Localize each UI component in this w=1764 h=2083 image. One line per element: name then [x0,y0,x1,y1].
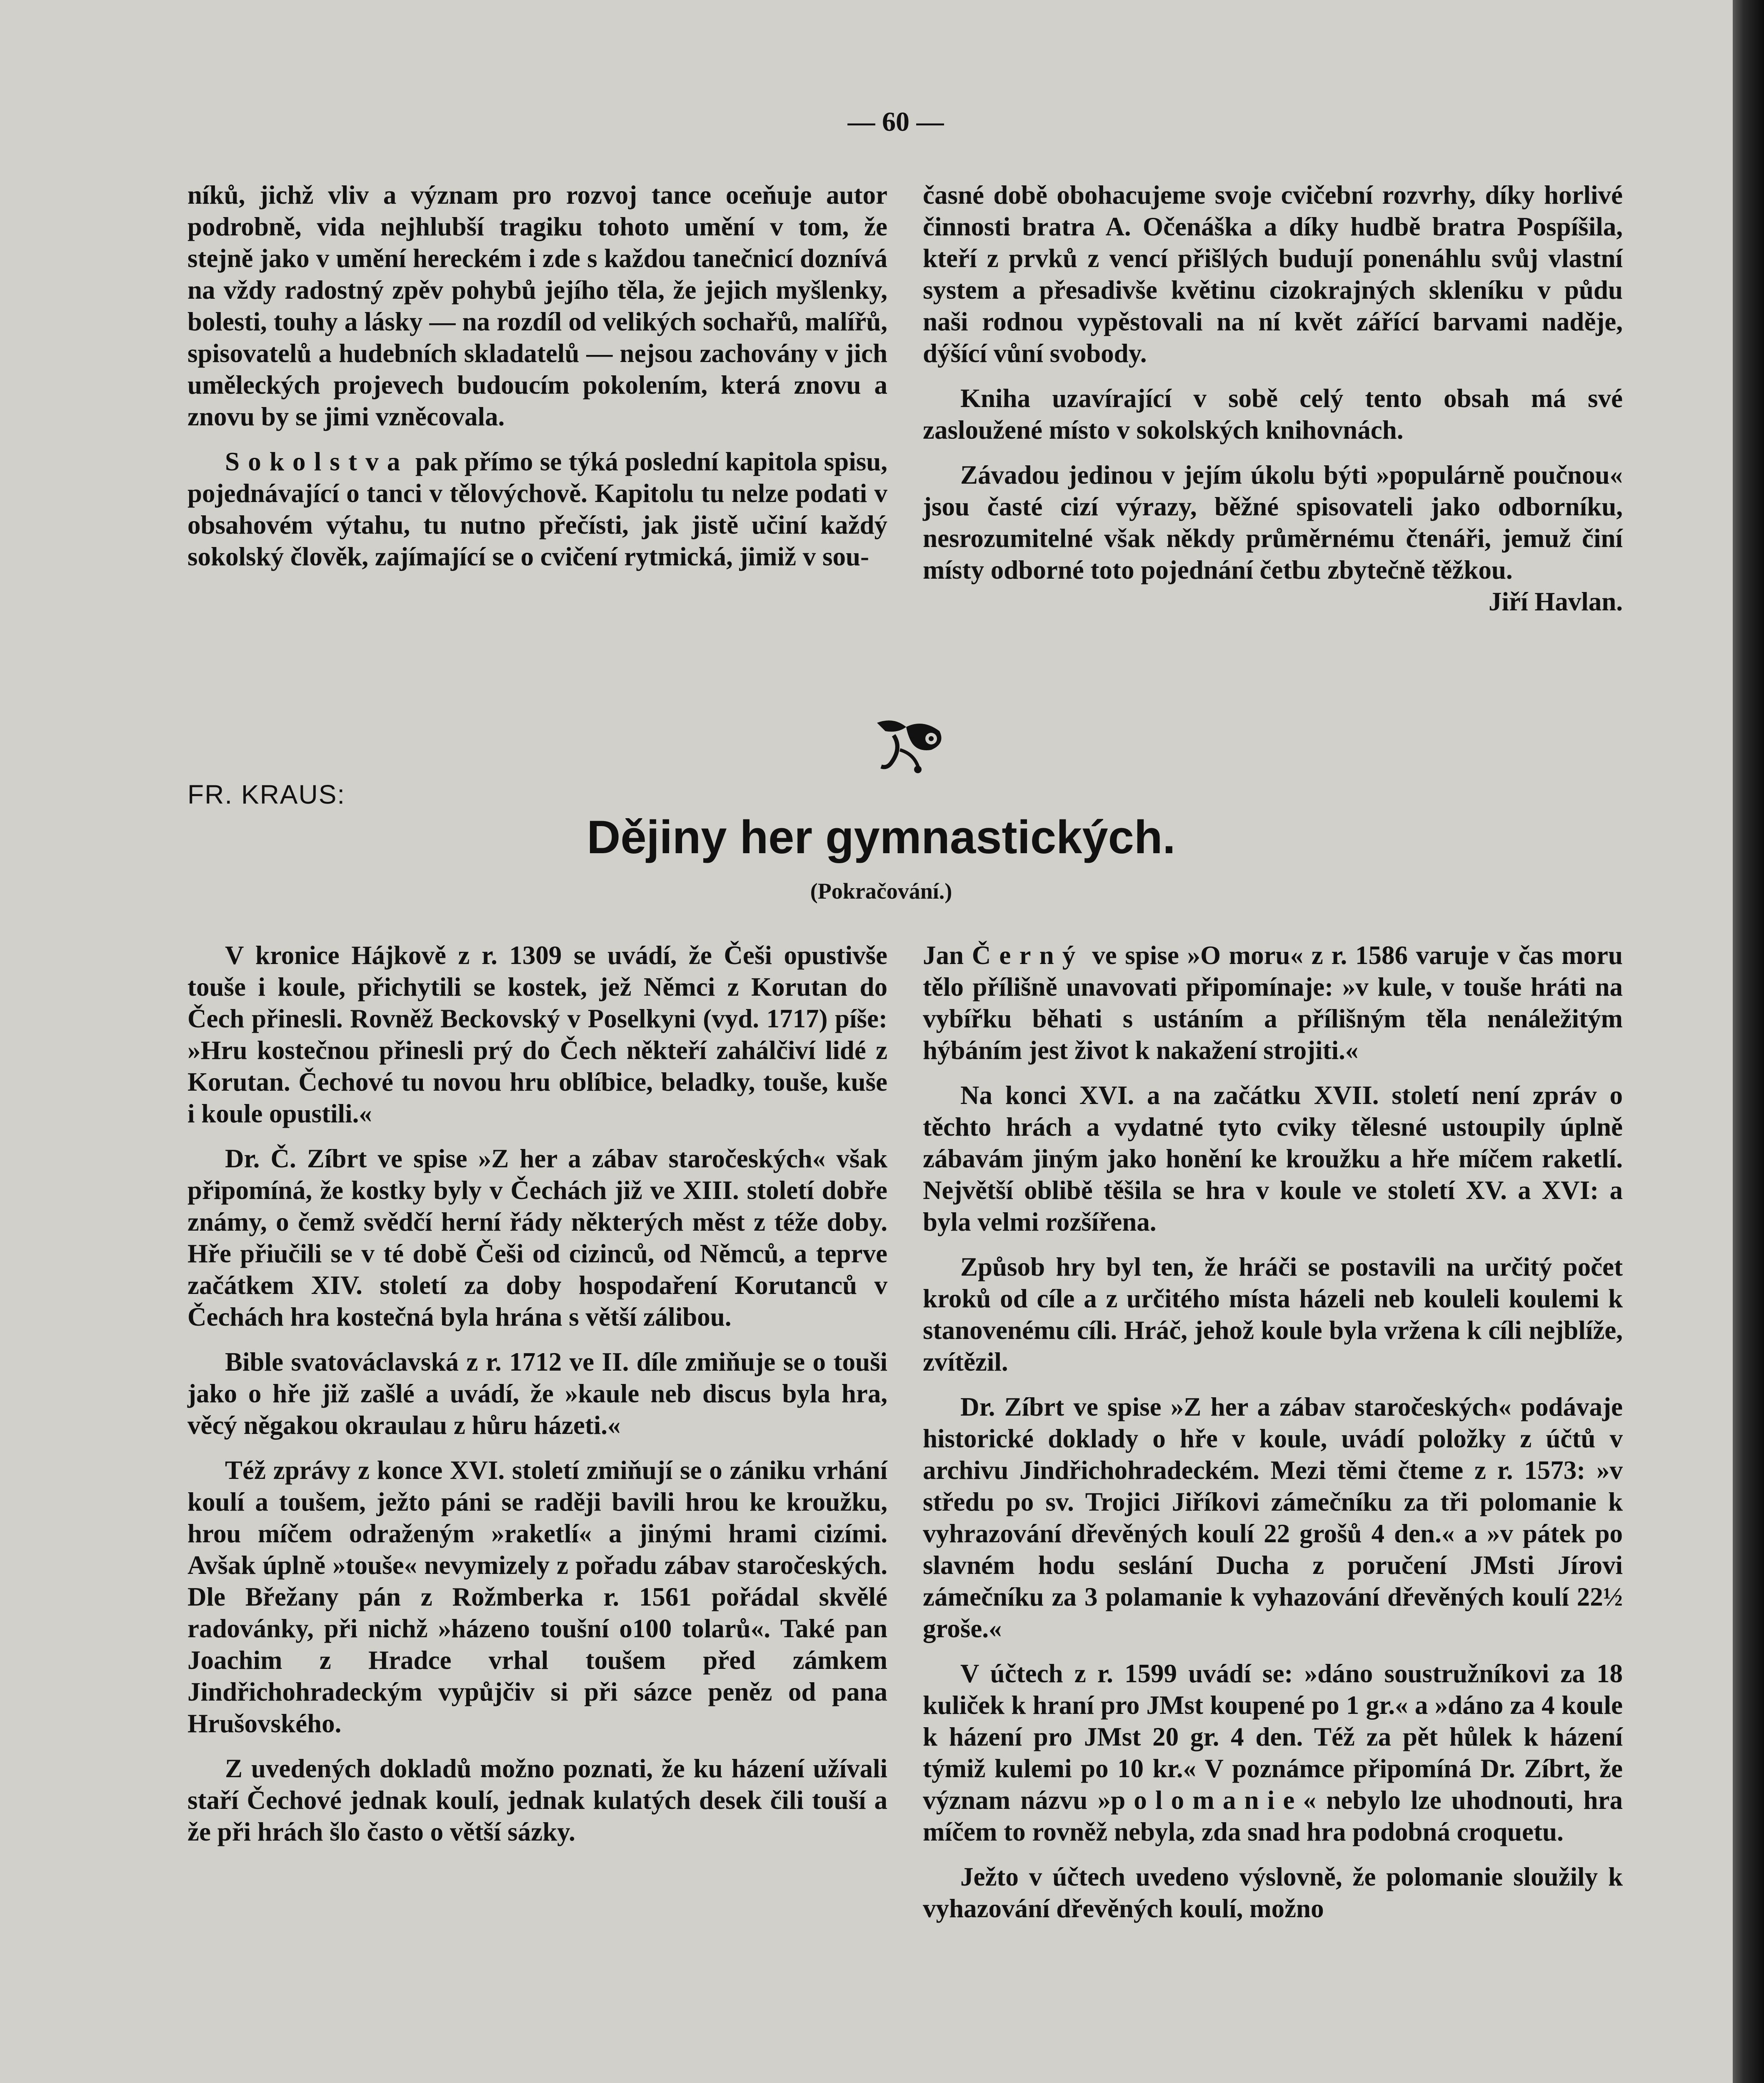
article-author: FR. KRAUS: [187,779,346,809]
article-paragraph: Též zprávy z konce XVI. století zmiňují se o zániku vrhání koulí a toušem, ježto páni se raději bavili hrou ke kroužku, hrou míčem odraženým »raketlí« a jinými hrami cizími. Avšak úplně »touše« nevymizely z pořadu zábav staročeských. Dle Břežany pán z Rožmberka r. 1561 pořádal skvělé radovánky, při nichž »házeno toušní o100 tolarů«. Také pan Joachim z Hradce vrhal toušem před zámkem Jindřichohradeckým vypůjčiv si při sázce peněz od pana Hrušovského. [187,1456,887,1738]
review-closing-paragraph: Závadou jedinou v jejím úkolu býti »populárně poučnou« jsou časté cizí výrazy, běžné spisovateli jako odborníku, nesrozumitelné však někdy průměrnému čtenáři, jemuž činí místy odborné toto pojednání četbu zbytečně těžkou. Jiří Havlan. [923,459,1623,586]
article-paragraph: Způsob hry byl ten, že hráči se postavili na určitý počet kroků od cíle a z určitého místa házeli neb kouleli koulemi k stanovenému cíli. Hráč, jehož koule byla vržena k cíli nejblíže, zvítězil. [923,1252,1623,1376]
review-left-column [187,179,887,586]
review-paragraph-sokolstva: Sokolstva pak přímo se týká poslední kapitola spisu, pojednávající o tanci v tělovýchově. Kapitolu tu nelze podati v obsahovém výtahu, tu nutno přečísti, jak jistě učiní každý sokolský člověk, zajímající se o cvičení rytmická, jimiž v sou- [187,447,887,571]
article-paragraph: Bible svatováclavská z r. 1712 ve II. díle zmiňuje se o touši jako o hře již zašlé a uvádí, že »kaule neb discus byla hra, věcý něgakou okraulau z hůru házeti.« [187,1347,887,1440]
article-subtitle: (Pokračování.) [810,879,952,904]
article-title: Dějiny her gymnastických. [587,811,1176,863]
article-paragraph: Dr. Zíbrt ve spise »Z her a zábav staročeských« podávaje historické doklady o hře v koule, uvádí položky z účtů v archivu Jindřichohradeckém. Mezi těmi čteme z r. 1573: »v středu po sv. Trojici Jiříkovi zámečníku za tři polomanie k vyhrazování dřevěných koulí 22 grošů 4 den.« a »v pátek po slavném hodu seslání Ducha z poručení JMsti Jírovi zámečníku za 3 polamanie k vyhazování dřevěných koulí 22½ groše.« [923,1392,1623,1643]
review-paragraph: níků, jichž vliv a význam pro rozvoj tance oceňuje autor podrobně, vida nejhlubší tragiku tohoto umění v tom, že stejně jako v umění hereckém i zde s každou tanečnicí doznívá na vždy radostný zpěv pohybů jejího těla, že jejich myšlenky, bolesti, touhy a lásky — na rozdíl od velikých sochařů, malířů, spisovatelů a hudebních skladatelů — nejsou zachovány v jich uměleckých projevech budoucím pokolením, která znovu a znovu by se jimi vzněcovala. [187,180,887,431]
article-paragraph: Na konci XVI. a na začátku XVII. století není zpráv o těchto hrách a vydatné tyto cviky tělesné ustoupily úplně zábavám jiným jako honění ke kroužku a hře míčem raketlí. Největší oblibě těšila se hra v koule ve století XV. a XVI: a byla velmi rozšířena. [923,1081,1623,1236]
article-paragraph: Dr. Č. Zíbrt ve spise »Z her a zábav staročeských« však připomíná, že kostky byly v Čechách již ve XIII. století dobře známy, o čemž svědčí herní řády některých měst z téže doby. Hře přiučili se v té době Češi od cizinců, od Němců, a teprve začátkem XIV. století za doby hospodaření Korutanců v Čechách hra kostečná byla hrána s větší zálibou. [187,1144,887,1331]
review-right-column [923,179,1623,617]
article-paragraph: V kronice Hájkově z r. 1309 se uvádí, že Češi opustivše touše i koule, přichytili se kostek, jež Němci z Korutan do Čech přinesli. Rovněž Beckovský v Poselkyni (vyd. 1717) píše: »Hru kostečnou přinesli prý do Čech někteří zahálčiví lidé z Korutan. Čechové tu novou hru oblíbice, beladky, touše, kuše i koule opustili.« [187,941,887,1128]
page-number: — 60 — [847,107,944,137]
review-signature: Jiří Havlan. [1488,587,1623,616]
emphasized-word: Sokolstva [225,447,409,476]
article-paragraph: Ježto v účtech uvedeno výslovně, že polomanie sloužily k vyhazování dřevěných koulí, možno [923,1862,1623,1923]
review-paragraph: Kniha uzavírající v sobě celý tento obsah má své zasloužené místo v sokolských knihovnách. [923,384,1623,445]
review-paragraph: časné době obohacujeme svoje cvičební rozvrhy, díky horlivé činnosti bratra A. Očenáška a díky hudbě bratra Pospíšila, kteří z prvků z vencí přišlých budují ponenáhlu svůj vlastní system a přesadivše květinu cizokrajných skleníku v půdu naši rodnou vypěstovali na ní květ zářící barvami naděje, dýšící vůní svobody. [923,180,1623,368]
emphasized-word: Černý [972,941,1084,970]
scan-border-edge [1733,0,1764,2083]
article-right-column [923,939,1623,1938]
article-left-column [187,939,887,1861]
article-paragraph-ucty: V účtech z r. 1599 uvádí se: »dáno soustružníkovi za 18 kuliček k hraní pro JMst koupené po 1 gr.« a »dáno za 4 koule k házení pro JMst 20 gr. 4 den. Též za pět hůlek k házení týmiž kulemi po 10 kr.« V poznámce připomíná Dr. Zíbrt, že význam názvu »polomanie« nebylo lze uhodnouti, hra míčem to rovněž nebyla, zda snad hra podobná croquetu. [923,1659,1623,1846]
floral-ornament-icon [869,714,952,777]
article-paragraph: Z uvedených dokladů možno poznati, že ku házení užívali staří Čechové jednak koulí, jednak kulatých desek čili touší a že při hrách šlo často o větší sázky. [187,1754,887,1846]
article-paragraph-cerny: Jan Černý ve spise »O moru« z r. 1586 varuje v čas moru tělo přílišně unavovati připomínaje: »v kule, v touše hráti na vybířku běhati s ustáním a přílišným těla nenáležitým hýbáním jest život k nakažení strojiti.« [923,941,1623,1065]
emphasized-word: polomanie [1111,1786,1303,1815]
